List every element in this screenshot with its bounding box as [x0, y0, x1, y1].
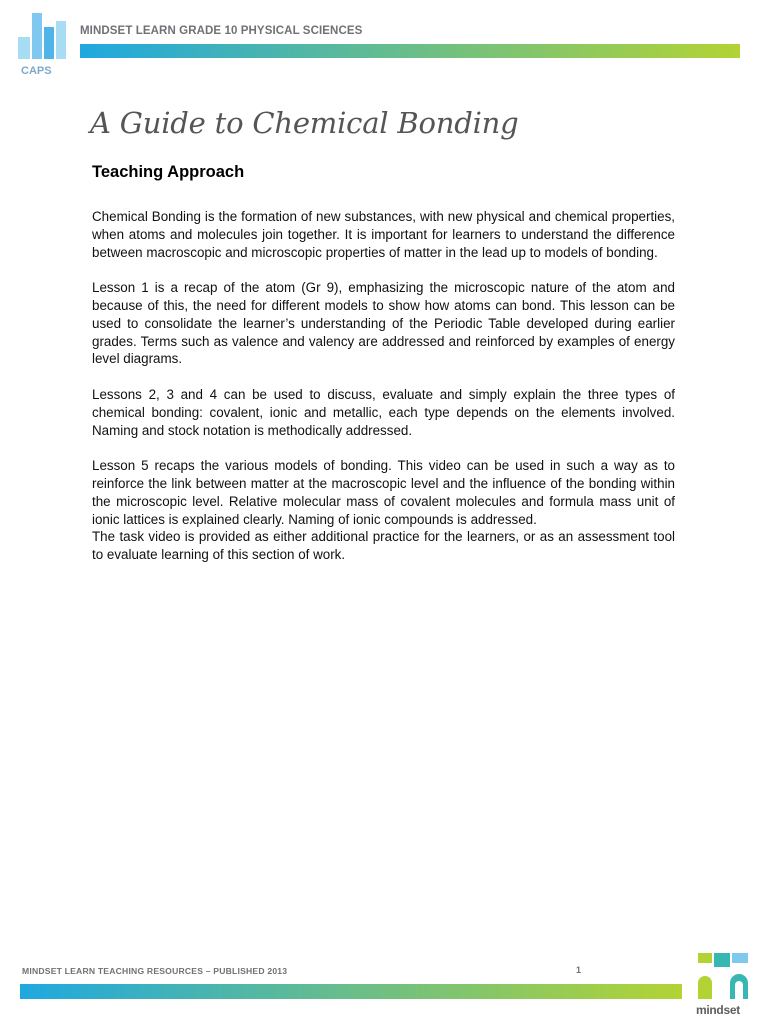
body-text: [92, 208, 675, 582]
header-title: MINDSET LEARN GRADE 10 PHYSICAL SCIENCES: [80, 25, 363, 37]
section-heading: Teaching Approach: [92, 163, 245, 181]
paragraph-intro: Chemical Bonding is the formation of new substances, with new physical and chemical properties, when atoms and molecules join together. It is important for learners to understand the difference between macroscopic and microscopic properties of matter in the lead up to models of bonding.: [92, 209, 675, 260]
caps-logo: [18, 13, 66, 77]
paragraph-lessons-2-4: Lessons 2, 3 and 4 can be used to discuss, evaluate and simply explain the three types of chemical bonding: covalent, ionic and metallic, each type depends on the elements involved. Naming and stock notation is methodically addressed.: [92, 386, 675, 438]
caps-label: CAPS: [21, 65, 52, 77]
mindset-brand-text: mindset: [696, 1003, 740, 1017]
footer-gradient-bar: [20, 984, 682, 999]
mindset-logo-icon: [694, 953, 752, 999]
footer-text: MINDSET LEARN TEACHING RESOURCES – PUBLISHED 2013: [22, 966, 288, 976]
page-number: 1: [576, 965, 582, 975]
paragraph-lesson-1: Lesson 1 is a recap of the atom (Gr 9), emphasizing the microscopic nature of the atom and because of this, the need for different models to show how atoms can bond. This lesson can be used to consolidate the learner’s understanding of the Periodic Table developed during earlier grades. Terms such as valence and valency are addressed and reinforced by examples of energy level diagrams.: [92, 280, 675, 367]
header-gradient-bar: [80, 44, 740, 58]
document-title: A Guide to Chemical Bonding: [90, 106, 519, 140]
paragraph-task-video: The task video is provided as either additional practice for the learners, or as an assessment tool to evaluate learning of this section of work.: [92, 529, 675, 563]
paragraph-lesson-5: Lesson 5 recaps the various models of bonding. This video can be used in such a way as to reinforce the link between matter at the macroscopic level and the influence of the bonding within the microscopic level. Relative molecular mass of covalent molecules and formula mass unit of ionic lattices is explained clearly. Naming of ionic compounds is addressed.: [92, 458, 675, 527]
